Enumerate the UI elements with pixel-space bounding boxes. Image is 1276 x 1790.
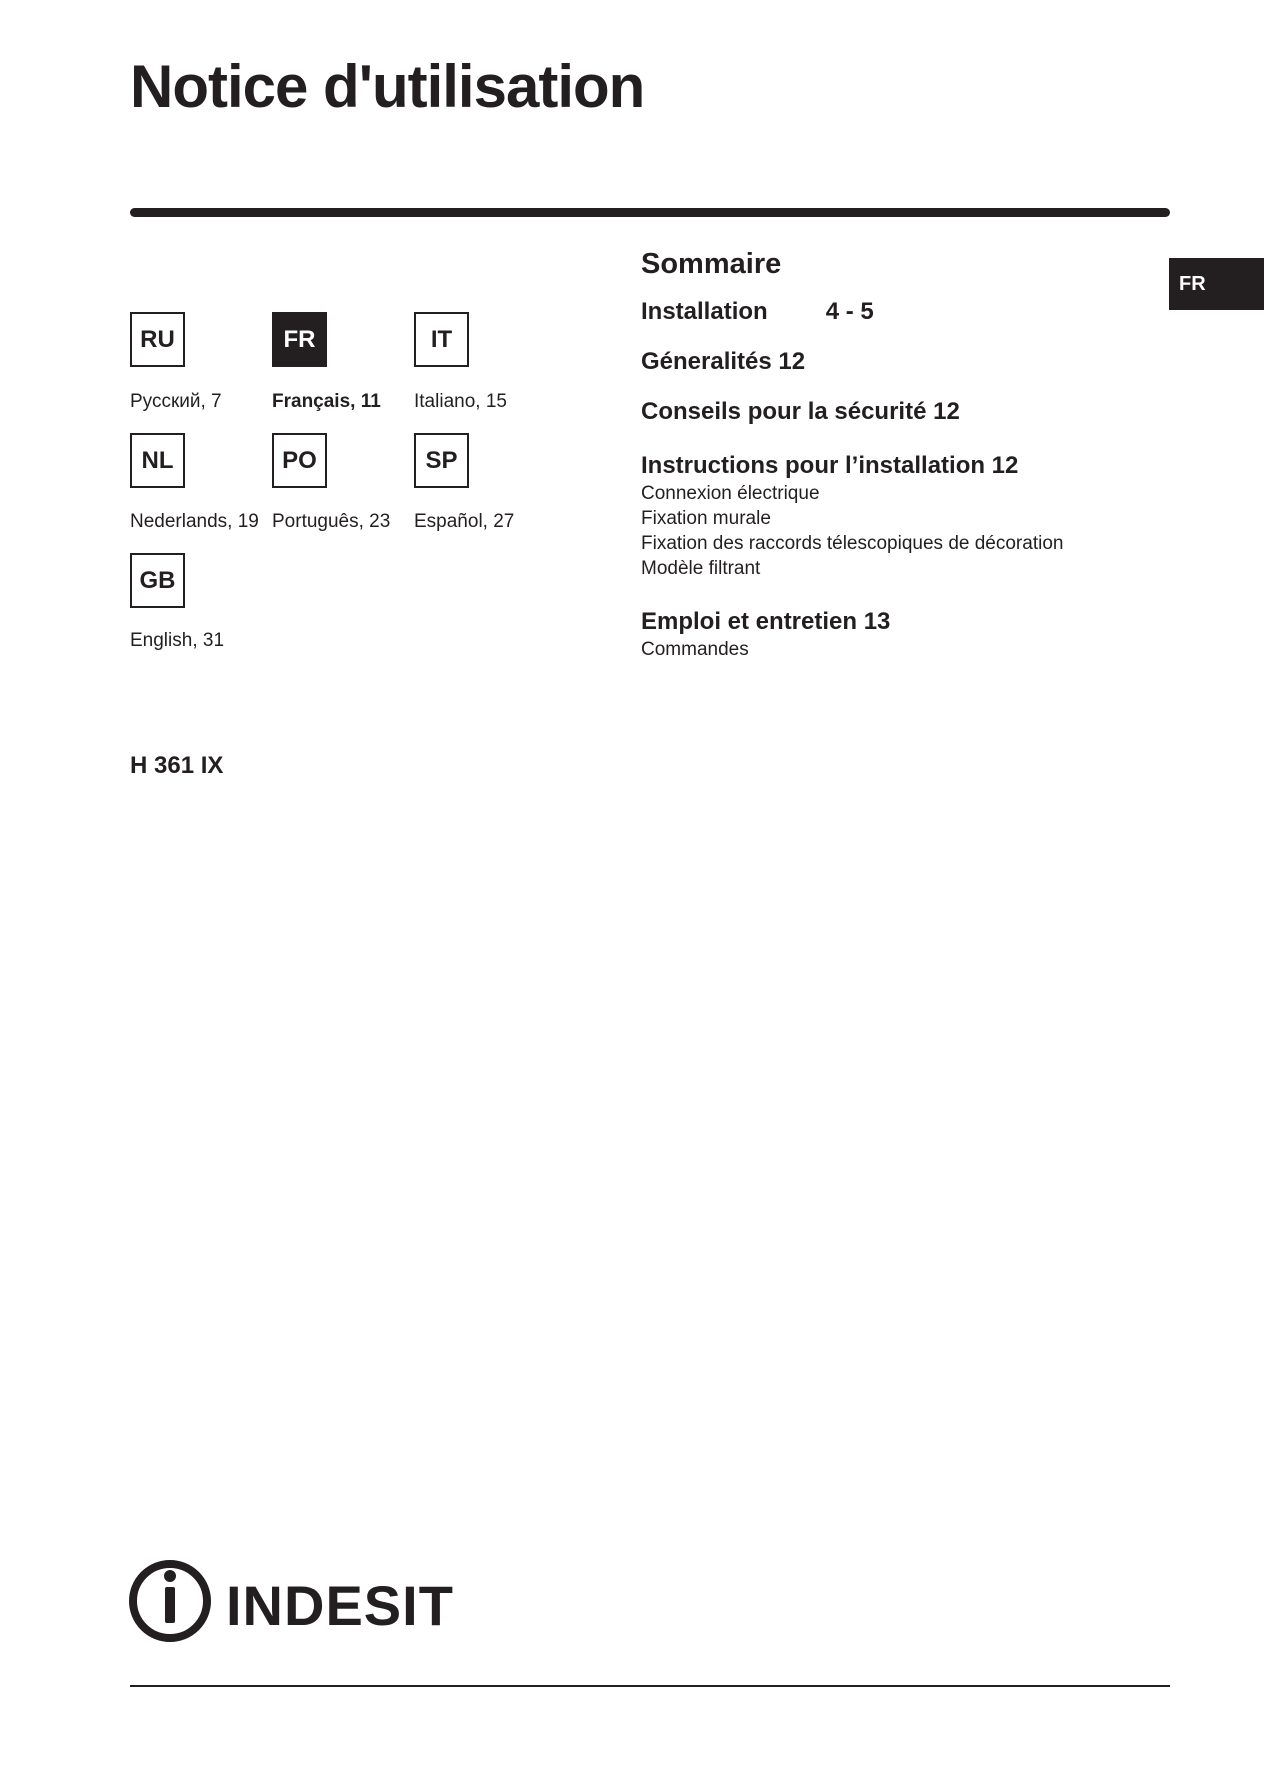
toc-subitem[interactable]: Connexion électrique xyxy=(641,483,820,504)
toc-section-securite xyxy=(641,397,1161,427)
indesit-wordmark: INDESIT xyxy=(226,1574,454,1637)
toc-section-generalites xyxy=(641,347,1161,377)
language-label-ru: Русский, 7 xyxy=(130,391,222,412)
language-label-nl: Nederlands, 19 xyxy=(130,511,259,532)
language-side-tab: FR xyxy=(1169,258,1264,310)
toc-heading[interactable]: Installation xyxy=(641,298,768,325)
toc-heading[interactable]: Instructions pour l’installation 12 xyxy=(641,452,1019,479)
toc-subitem[interactable]: Fixation murale xyxy=(641,508,771,529)
language-label-gb: English, 31 xyxy=(130,630,225,651)
language-label-fr: Français, 11 xyxy=(272,391,381,412)
indesit-i-circle-icon xyxy=(133,1564,207,1638)
language-label-po: Português, 23 xyxy=(272,511,391,532)
table-of-contents xyxy=(641,248,1161,682)
model-number: H 361 IX xyxy=(130,752,224,779)
toc-heading[interactable]: Conseils pour la sécurité 12 xyxy=(641,398,960,425)
language-box-nl[interactable]: NL xyxy=(130,433,185,488)
language-box-sp[interactable]: SP xyxy=(414,433,469,488)
language-label-sp: Español, 27 xyxy=(414,511,515,532)
toc-heading[interactable]: Emploi et entretien 13 xyxy=(641,608,891,635)
toc-section-emploi xyxy=(641,607,1161,662)
page-title: Notice d'utilisation xyxy=(130,53,645,120)
footer-divider xyxy=(130,1685,1170,1687)
language-label-it: Italiano, 15 xyxy=(414,391,507,412)
toc-subitem[interactable]: Modèle filtrant xyxy=(641,558,761,579)
toc-page-range: 4 - 5 xyxy=(825,298,874,325)
language-box-ru[interactable]: RU xyxy=(130,312,185,367)
toc-section-installation xyxy=(641,297,1161,327)
toc-title: Sommaire xyxy=(641,248,782,280)
toc-subitem[interactable]: Commandes xyxy=(641,639,749,660)
toc-heading[interactable]: Géneralités 12 xyxy=(641,348,806,375)
toc-subitem[interactable]: Fixation des raccords télescopiques de décoration xyxy=(641,533,1064,554)
language-box-fr[interactable]: FR xyxy=(272,312,327,367)
indesit-logo xyxy=(128,1555,468,1645)
toc-section-instructions xyxy=(641,451,1161,581)
language-box-it[interactable]: IT xyxy=(414,312,469,367)
language-box-gb[interactable]: GB xyxy=(130,553,185,608)
language-box-po[interactable]: PO xyxy=(272,433,327,488)
header-divider xyxy=(130,208,1170,217)
